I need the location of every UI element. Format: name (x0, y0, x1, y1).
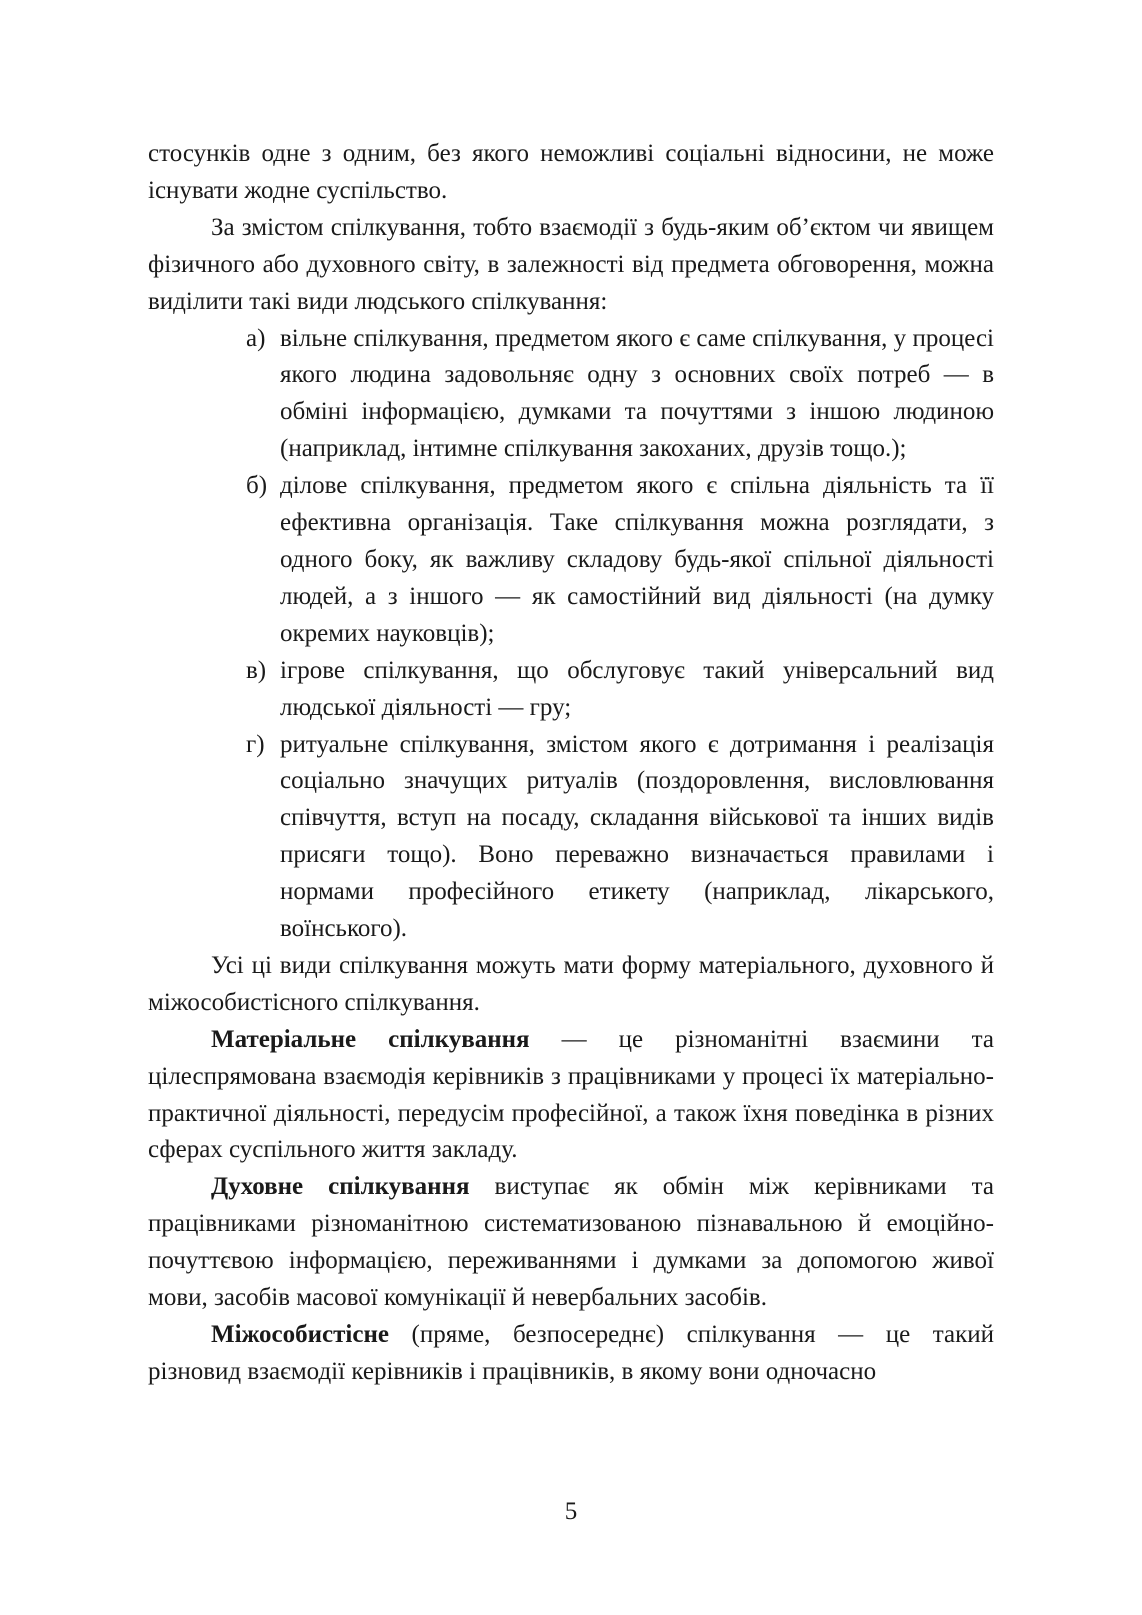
opening-paragraph: стосунків одне з одним, без якого неможливі соціальні відносини, не може існувати жодне суспільство. (148, 140, 994, 204)
list-item-text: ділове спілкування, предметом якого є спільна діяльність та її ефективна організація. Таке спілкування можна розглядати, з одного боку, як важливу складову будь-якої спільної діяльності людей, а з іншого — як самостійний вид діяльності (на думку окремих науковців); (280, 472, 994, 647)
list-item (148, 468, 994, 653)
spiritual-communication-paragraph (148, 1169, 994, 1317)
list-marker: а) (246, 324, 266, 352)
list-marker: в) (246, 656, 267, 684)
page-number: 5 (564, 1498, 578, 1525)
spiritual-communication-term: Духовне спілкування (211, 1173, 470, 1201)
interpersonal-communication-term: Міжособистісне (211, 1321, 389, 1348)
spiritual-communication-text: виступає як обмін між керівниками та працівниками різноманітною систематизованою пізнавальною й емоційно-почуттєвою інформацією, переживаннями і думками за допомогою живої мови, засобів масової комунікації й невербальних засобів. (148, 1173, 994, 1312)
material-communication-paragraph (148, 1022, 994, 1170)
intro-paragraph: За змістом спілкування, тобто взаємодії з будь-яким об’єктом чи явищем фізичного або духовного світу, в залежності від предмета обговорення, можна виділити такі види людського спілкування: (148, 213, 994, 315)
list-item (148, 727, 994, 948)
list-item (148, 653, 994, 727)
list-marker: г) (246, 730, 265, 758)
material-communication-term: Матеріальне спілкування (211, 1025, 530, 1053)
material-communication-text: — це різноманітні взаємини та цілеспрямована взаємодія керівників з працівниками у процесі їх матеріально-практичної діяльності, передусім професійної, а також їхня поведінка в різних сферах суспільного життя закладу. (148, 1025, 994, 1164)
summary-paragraph: Усі ці види спілкування можуть мати форму матеріального, духовного й міжособистісного спілкування. (148, 951, 994, 1016)
communication-types-list (148, 321, 994, 948)
page-body (148, 136, 994, 1391)
interpersonal-communication-paragraph (148, 1317, 994, 1391)
list-item-text: вільне спілкування, предметом якого є саме спілкування, у процесі якого людина задовольняє одну з основних своїх потреб — в обміні інформацією, думками та почуттями з іншою людиною (наприклад, інтимне спілкування закоханих, друзів тощо.); (280, 324, 994, 463)
list-item-text: ігрове спілкування, що обслуговує такий універсальний вид людської діяльності — гру; (280, 656, 994, 721)
list-item (148, 321, 994, 469)
list-marker: б) (246, 472, 268, 500)
list-item-text: ритуальне спілкування, змістом якого є дотримання і реалізація соціально значущих ритуалів (поздоровлення, висловлювання співчуття, вступ на посаду, складання військової та інших видів присяги тощо). Воно переважно визначається правилами і нормами професійного етикету (наприклад, лікарського, воїнського). (280, 730, 994, 943)
interpersonal-communication-text: (пряме, безпосереднє) спілкування — це такий різновид взаємодії керівників і працівників, в якому вони одночасно (148, 1321, 994, 1385)
